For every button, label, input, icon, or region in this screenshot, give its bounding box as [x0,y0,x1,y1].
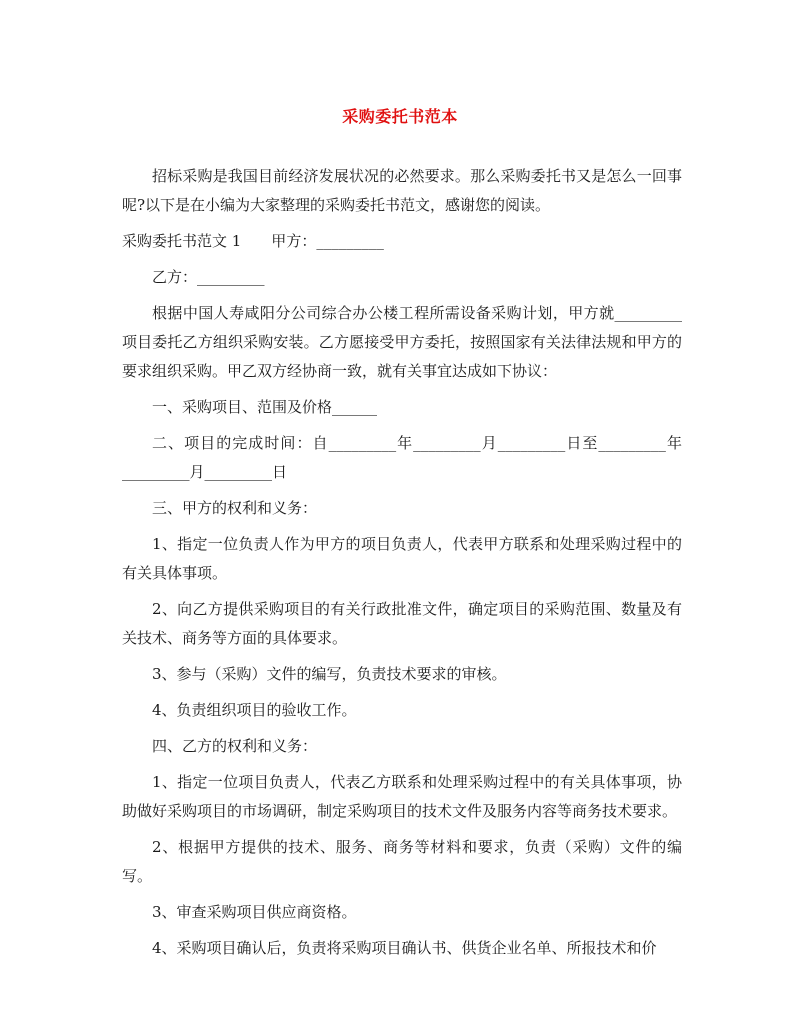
party-b-duty-3: 3、审查采购项目供应商资格。 [152,903,357,921]
party-b-line: 乙方：_________ [152,268,265,286]
intro-paragraph: 招标采购是我国目前经济发展状况的必然要求。那么采购委托书又是怎么一回事呢?以下是在小编为大家整理的采购委托书范文，感谢您的阅读。 [122,167,682,214]
section-three-heading: 三、甲方的权利和义务： [152,499,318,517]
party-a-duty-3: 3、参与（采购）文件的编写，负责技术要求的审核。 [152,665,507,683]
section-one: 一、采购项目、范围及价格______ [152,398,378,416]
party-b-duty-4: 4、采购项目确认后，负责将采购项目确认书、供货企业名单、所报技术和价 [152,939,657,957]
agreement-preamble: 根据中国人寿咸阳分公司综合办公楼工程所需设备采购计划，甲方就_________ 项目委托乙方组织采购安装。乙方愿接受甲方委托，按照国家有关法律法规和甲方的要求组织采购。甲乙双方经协商一致，就有关事宜达成如下协议： [122,304,687,380]
sample-heading-party-a: 采购委托书范文 1 甲方：_________ [122,232,384,250]
document-body [122,162,687,970]
section-two: 二、项目的完成时间：自_________年_________月_________日至_________年_________月_________日 [122,434,682,481]
party-b-duty-2: 2、根据甲方提供的技术、服务、商务等材料和要求，负责（采购）文件的编写。 [122,838,682,885]
document-title: 采购委托书范本 [342,107,458,126]
party-a-duty-4: 4、负责组织项目的验收工作。 [152,701,357,719]
party-a-duty-1: 1、指定一位负责人作为甲方的项目负责人，代表甲方联系和处理采购过程中的有关具体事项。 [122,535,682,582]
party-a-duty-2: 2、向乙方提供采购项目的有关行政批准文件，确定项目的采购范围、数量及有关技术、商务等方面的具体要求。 [122,600,682,647]
party-b-duty-1: 1、指定一位项目负责人，代表乙方联系和处理采购过程中的有关具体事项，协助做好采购项目的市场调研，制定采购项目的技术文件及服务内容等商务技术要求。 [122,773,682,820]
section-four-heading: 四、乙方的权利和义务： [152,737,318,755]
